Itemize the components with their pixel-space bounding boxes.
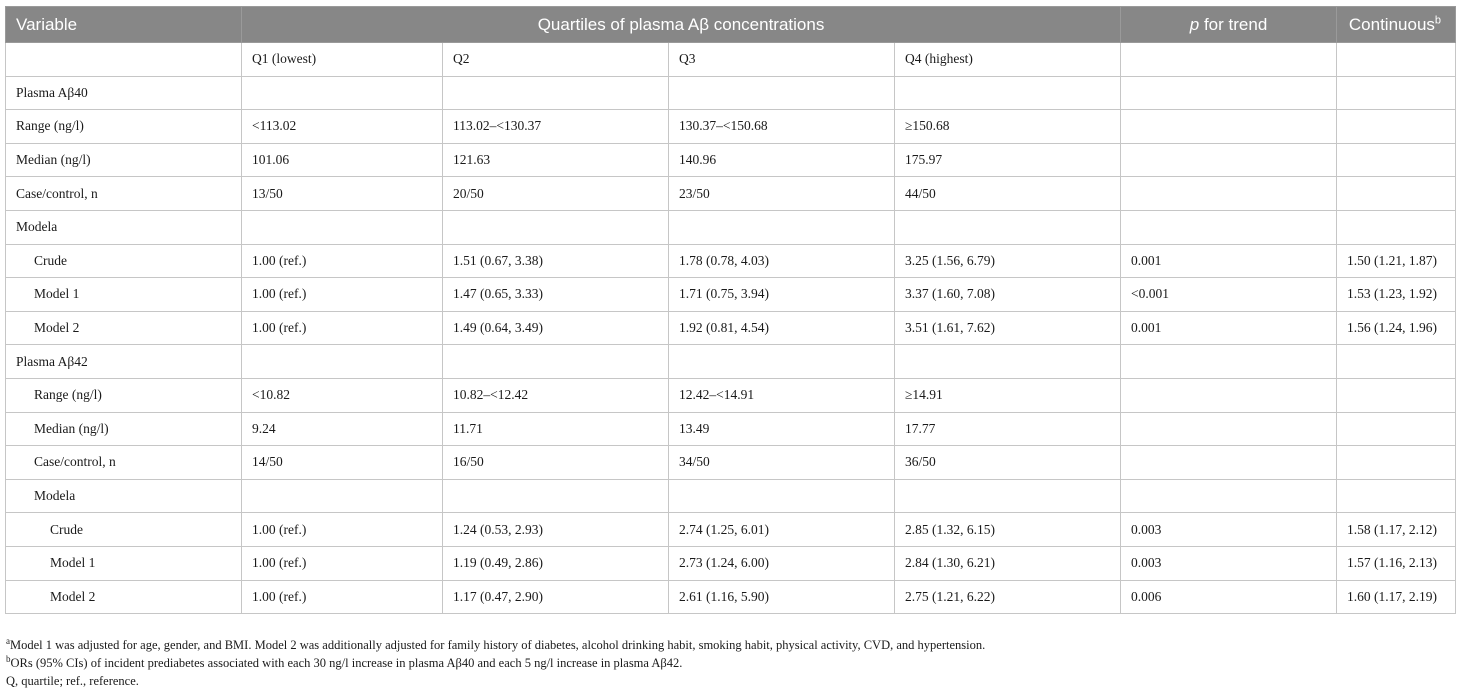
cell	[895, 345, 1121, 379]
cell	[895, 210, 1121, 244]
cell	[669, 345, 895, 379]
cell: 113.02–<130.37	[443, 110, 669, 144]
cell: 11.71	[443, 412, 669, 446]
cell: 13/50	[242, 177, 443, 211]
table-row	[6, 546, 1456, 580]
cell	[242, 345, 443, 379]
cell: 1.49 (0.64, 3.49)	[443, 311, 669, 345]
cell: 14/50	[242, 446, 443, 480]
cell	[1337, 177, 1456, 211]
row-label: Range (ng/l)	[6, 378, 242, 412]
row-label: Median (ng/l)	[6, 412, 242, 446]
cell	[1337, 479, 1456, 513]
cell: 2.61 (1.16, 5.90)	[669, 580, 895, 614]
table-row	[6, 143, 1456, 177]
cell	[1337, 143, 1456, 177]
row-label: Range (ng/l)	[6, 110, 242, 144]
cell	[895, 479, 1121, 513]
cell: 1.47 (0.65, 3.33)	[443, 278, 669, 312]
cell: <10.82	[242, 378, 443, 412]
cell	[1121, 412, 1337, 446]
cell: 2.85 (1.32, 6.15)	[895, 513, 1121, 547]
header-continuous	[1337, 7, 1456, 43]
cell: 3.51 (1.61, 7.62)	[895, 311, 1121, 345]
table-row	[6, 446, 1456, 480]
cell: 1.24 (0.53, 2.93)	[443, 513, 669, 547]
table-row	[6, 278, 1456, 312]
cell	[895, 76, 1121, 110]
cell	[1121, 177, 1337, 211]
cell: 1.00 (ref.)	[242, 311, 443, 345]
cell	[242, 210, 443, 244]
cell	[1337, 345, 1456, 379]
cell	[1337, 378, 1456, 412]
cell: 1.53 (1.23, 1.92)	[1337, 278, 1456, 312]
row-label: Model 1	[6, 278, 242, 312]
cell: 2.73 (1.24, 6.00)	[669, 546, 895, 580]
cell: 1.00 (ref.)	[242, 244, 443, 278]
cell	[1121, 110, 1337, 144]
cell: 34/50	[669, 446, 895, 480]
table-row	[6, 412, 1456, 446]
cell: 3.25 (1.56, 6.79)	[895, 244, 1121, 278]
cell: <113.02	[242, 110, 443, 144]
cell: ≥14.91	[895, 378, 1121, 412]
header-variable: Variable	[6, 7, 242, 43]
cell: 2.75 (1.21, 6.22)	[895, 580, 1121, 614]
row-label: Modela	[6, 210, 242, 244]
table-row	[6, 479, 1456, 513]
footnote-abbrev: Q, quartile; ref., reference.	[6, 674, 139, 688]
subheader-q3: Q3	[669, 43, 895, 77]
cell	[443, 345, 669, 379]
footnote-b-text: ORs (95% CIs) of incident prediabetes associated with each 30 ng/l increase in plasma Aβ40 and each 5 ng/l increase in plasma Aβ42.	[10, 656, 683, 670]
cell: 1.60 (1.17, 2.19)	[1337, 580, 1456, 614]
cell	[1121, 378, 1337, 412]
cell	[1121, 479, 1337, 513]
cell	[669, 479, 895, 513]
subheader-empty	[1121, 43, 1337, 77]
cell	[1337, 412, 1456, 446]
row-label: Model 2	[6, 311, 242, 345]
footnote-b	[6, 654, 1456, 672]
cell: 10.82–<12.42	[443, 378, 669, 412]
table-row	[6, 244, 1456, 278]
cell: 0.003	[1121, 546, 1337, 580]
cell	[242, 76, 443, 110]
table-row	[6, 513, 1456, 547]
cell: 130.37–<150.68	[669, 110, 895, 144]
cell: 1.58 (1.17, 2.12)	[1337, 513, 1456, 547]
table-row	[6, 580, 1456, 614]
cell: 1.78 (0.78, 4.03)	[669, 244, 895, 278]
table-row	[6, 345, 1456, 379]
cell: 0.006	[1121, 580, 1337, 614]
subheader-empty	[6, 43, 242, 77]
header-p-rest: for trend	[1199, 14, 1268, 34]
cell	[443, 210, 669, 244]
cell	[1121, 446, 1337, 480]
cell	[1121, 345, 1337, 379]
cell: 12.42–<14.91	[669, 378, 895, 412]
cell: 16/50	[443, 446, 669, 480]
subheader-q1: Q1 (lowest)	[242, 43, 443, 77]
header-row	[6, 7, 1456, 43]
cell: 140.96	[669, 143, 895, 177]
cell	[443, 76, 669, 110]
row-label: Plasma Aβ40	[6, 76, 242, 110]
row-label: Modela	[6, 479, 242, 513]
cell	[242, 479, 443, 513]
results-table	[5, 6, 1456, 614]
header-continuous-label: Continuous	[1348, 14, 1435, 34]
cell	[669, 76, 895, 110]
subheader-q4: Q4 (highest)	[895, 43, 1121, 77]
cell: <0.001	[1121, 278, 1337, 312]
cell	[443, 479, 669, 513]
cell	[669, 210, 895, 244]
cell	[1337, 446, 1456, 480]
cell: 1.17 (0.47, 2.90)	[443, 580, 669, 614]
cell: 1.00 (ref.)	[242, 580, 443, 614]
cell	[1337, 110, 1456, 144]
header-continuous-sup: b	[1434, 13, 1442, 26]
table-row	[6, 378, 1456, 412]
cell: 3.37 (1.60, 7.08)	[895, 278, 1121, 312]
footnote-a-text: Model 1 was adjusted for age, gender, and BMI. Model 2 was additionally adjusted for family history of diabetes, alcohol drinking habit, smoking habit, physical activity, CVD, and hypertension.	[10, 638, 986, 652]
cell: 1.57 (1.16, 2.13)	[1337, 546, 1456, 580]
cell	[1121, 76, 1337, 110]
cell: 13.49	[669, 412, 895, 446]
cell: 1.00 (ref.)	[242, 513, 443, 547]
table-row	[6, 177, 1456, 211]
cell: 1.71 (0.75, 3.94)	[669, 278, 895, 312]
cell: 121.63	[443, 143, 669, 177]
cell: 20/50	[443, 177, 669, 211]
header-p-trend	[1121, 7, 1337, 43]
table-row	[6, 311, 1456, 345]
cell: 2.74 (1.25, 6.01)	[669, 513, 895, 547]
cell: 36/50	[895, 446, 1121, 480]
footnote-a	[6, 636, 1456, 654]
cell: 1.51 (0.67, 3.38)	[443, 244, 669, 278]
header-p-letter: p	[1189, 14, 1200, 34]
row-label: Case/control, n	[6, 177, 242, 211]
subheader-empty	[1337, 43, 1456, 77]
cell: 2.84 (1.30, 6.21)	[895, 546, 1121, 580]
cell: 44/50	[895, 177, 1121, 211]
table-row	[6, 76, 1456, 110]
cell	[1337, 210, 1456, 244]
table-row	[6, 110, 1456, 144]
row-label: Crude	[6, 513, 242, 547]
cell: 1.00 (ref.)	[242, 546, 443, 580]
cell: 17.77	[895, 412, 1121, 446]
cell	[1121, 210, 1337, 244]
row-label: Model 1	[6, 546, 242, 580]
cell: ≥150.68	[895, 110, 1121, 144]
cell: 1.19 (0.49, 2.86)	[443, 546, 669, 580]
row-label: Crude	[6, 244, 242, 278]
footnote-b-mark: b	[6, 653, 11, 664]
cell: 1.50 (1.21, 1.87)	[1337, 244, 1456, 278]
cell: 1.56 (1.24, 1.96)	[1337, 311, 1456, 345]
table-row	[6, 210, 1456, 244]
footnotes	[6, 636, 1456, 690]
cell: 1.92 (0.81, 4.54)	[669, 311, 895, 345]
cell: 9.24	[242, 412, 443, 446]
cell: 0.001	[1121, 244, 1337, 278]
subheader-row	[6, 43, 1456, 77]
row-label: Median (ng/l)	[6, 143, 242, 177]
cell: 0.001	[1121, 311, 1337, 345]
row-label: Plasma Aβ42	[6, 345, 242, 379]
cell: 0.003	[1121, 513, 1337, 547]
subheader-q2: Q2	[443, 43, 669, 77]
cell	[1121, 143, 1337, 177]
row-label: Model 2	[6, 580, 242, 614]
row-label: Case/control, n	[6, 446, 242, 480]
footnote-a-mark: a	[6, 635, 10, 646]
header-quartiles: Quartiles of plasma Aβ concentrations	[242, 7, 1121, 43]
cell: 23/50	[669, 177, 895, 211]
cell: 1.00 (ref.)	[242, 278, 443, 312]
cell: 101.06	[242, 143, 443, 177]
cell	[1337, 76, 1456, 110]
cell: 175.97	[895, 143, 1121, 177]
